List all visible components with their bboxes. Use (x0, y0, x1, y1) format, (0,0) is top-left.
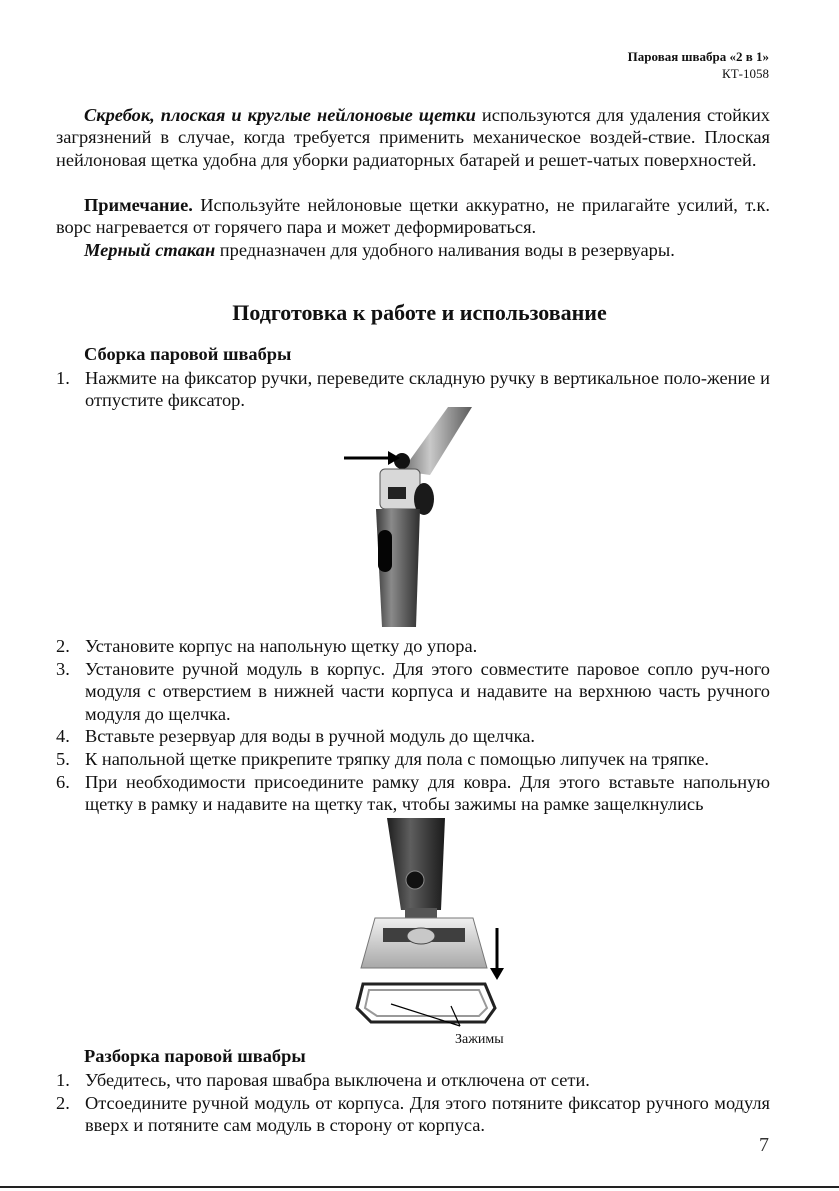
term-brushes: Скребок, плоская и круглые нейлоновые щетки (84, 105, 476, 125)
carpet-frame-illustration (345, 818, 520, 1033)
step-text: Вставьте резервуар для воды в ручной модуль до щелчка. (85, 726, 535, 746)
term-measuring-cup: Мерный стакан (84, 240, 216, 260)
measuring-cup-text: предназначен для удобного наливания воды в резервуары. (215, 240, 675, 260)
assembly-heading: Сборка паровой швабры (84, 344, 292, 364)
arrow-down-icon (490, 968, 504, 980)
step-text: Отсоедините ручной модуль от корпуса. Для этого потяните фиксатор ручного модуля вверх и потяните сам модуль в сторону от корпуса. (85, 1093, 770, 1136)
page-number: 7 (759, 1134, 769, 1156)
step-number: 5. (56, 749, 70, 769)
note-text: Используйте нейлоновые щетки аккуратно, не прилагайте усилий, т.к. ворс нагревается от горячего пара и может деформироваться. (56, 195, 770, 238)
hinge-slot (388, 487, 406, 499)
intro-paragraph-brushes-text: используются для удаления стойких загрязнений в случае, когда требуется применить механическое воздей-ствие. Плоская нейлоновая щетка удобна для уборки радиаторных батарей и решет-чатых поверхностей. (56, 105, 770, 170)
step-number: 6. (56, 772, 70, 792)
step-number: 4. (56, 726, 70, 746)
disassembly-heading: Разборка паровой швабры (84, 1046, 306, 1066)
section-title: Подготовка к работе и использование (232, 300, 607, 325)
upper-handle-tube (402, 407, 472, 475)
header-model: КТ-1058 (722, 66, 769, 81)
disassembly-step (56, 1092, 770, 1137)
note-label: Примечание. (84, 195, 193, 215)
step-text: К напольной щетке прикрепите тряпку для пола с помощью липучек на тряпке. (85, 749, 710, 769)
assembly-step (56, 725, 770, 747)
running-header (628, 48, 769, 82)
step-number: 2. (56, 636, 70, 656)
assembly-step (56, 771, 770, 816)
handle-fold-illustration (330, 405, 490, 627)
assembly-step (56, 748, 770, 770)
steam-mop-body (387, 818, 445, 910)
bottom-rule (0, 1186, 839, 1188)
intro-paragraph-brushes (56, 104, 770, 171)
note-paragraph (56, 194, 770, 239)
header-title: Паровая швабра «2 в 1» (627, 49, 769, 64)
carpet-frame-inner (365, 990, 487, 1016)
clips-label: Зажимы (455, 1032, 504, 1047)
assembly-step (56, 658, 770, 725)
step-text: При необходимости присоедините рамку для ковра. Для этого вставьте напольную щетку в рамку и надавите на щетку так, чтобы зажимы на рамке защелкнулись (85, 772, 770, 815)
body-grip (378, 530, 392, 572)
step-text: Нажмите на фиксатор ручки, переведите складную ручку в вертикальное поло-жение и отпустите фиксатор. (85, 368, 770, 411)
step-number: 1. (56, 1070, 70, 1090)
step-number: 2. (56, 1093, 70, 1113)
assembly-step (56, 635, 770, 657)
step-text: Установите ручной модуль в корпус. Для этого совместите паровое сопло руч-ного модуля с отверстием в нижней части корпуса и надавите на верхнюю часть ручного модуля до щелчка. (85, 659, 770, 724)
brush-joint (407, 928, 435, 944)
step-number: 3. (56, 659, 70, 679)
step-number: 1. (56, 368, 70, 388)
body-button (406, 871, 424, 889)
step-text: Установите корпус на напольную щетку до упора. (85, 636, 478, 656)
handle-lock-button (394, 453, 410, 469)
measuring-cup-paragraph (56, 239, 770, 261)
disassembly-step (56, 1069, 770, 1091)
step-text: Убедитесь, что паровая швабра выключена и отключена от сети. (85, 1070, 590, 1090)
